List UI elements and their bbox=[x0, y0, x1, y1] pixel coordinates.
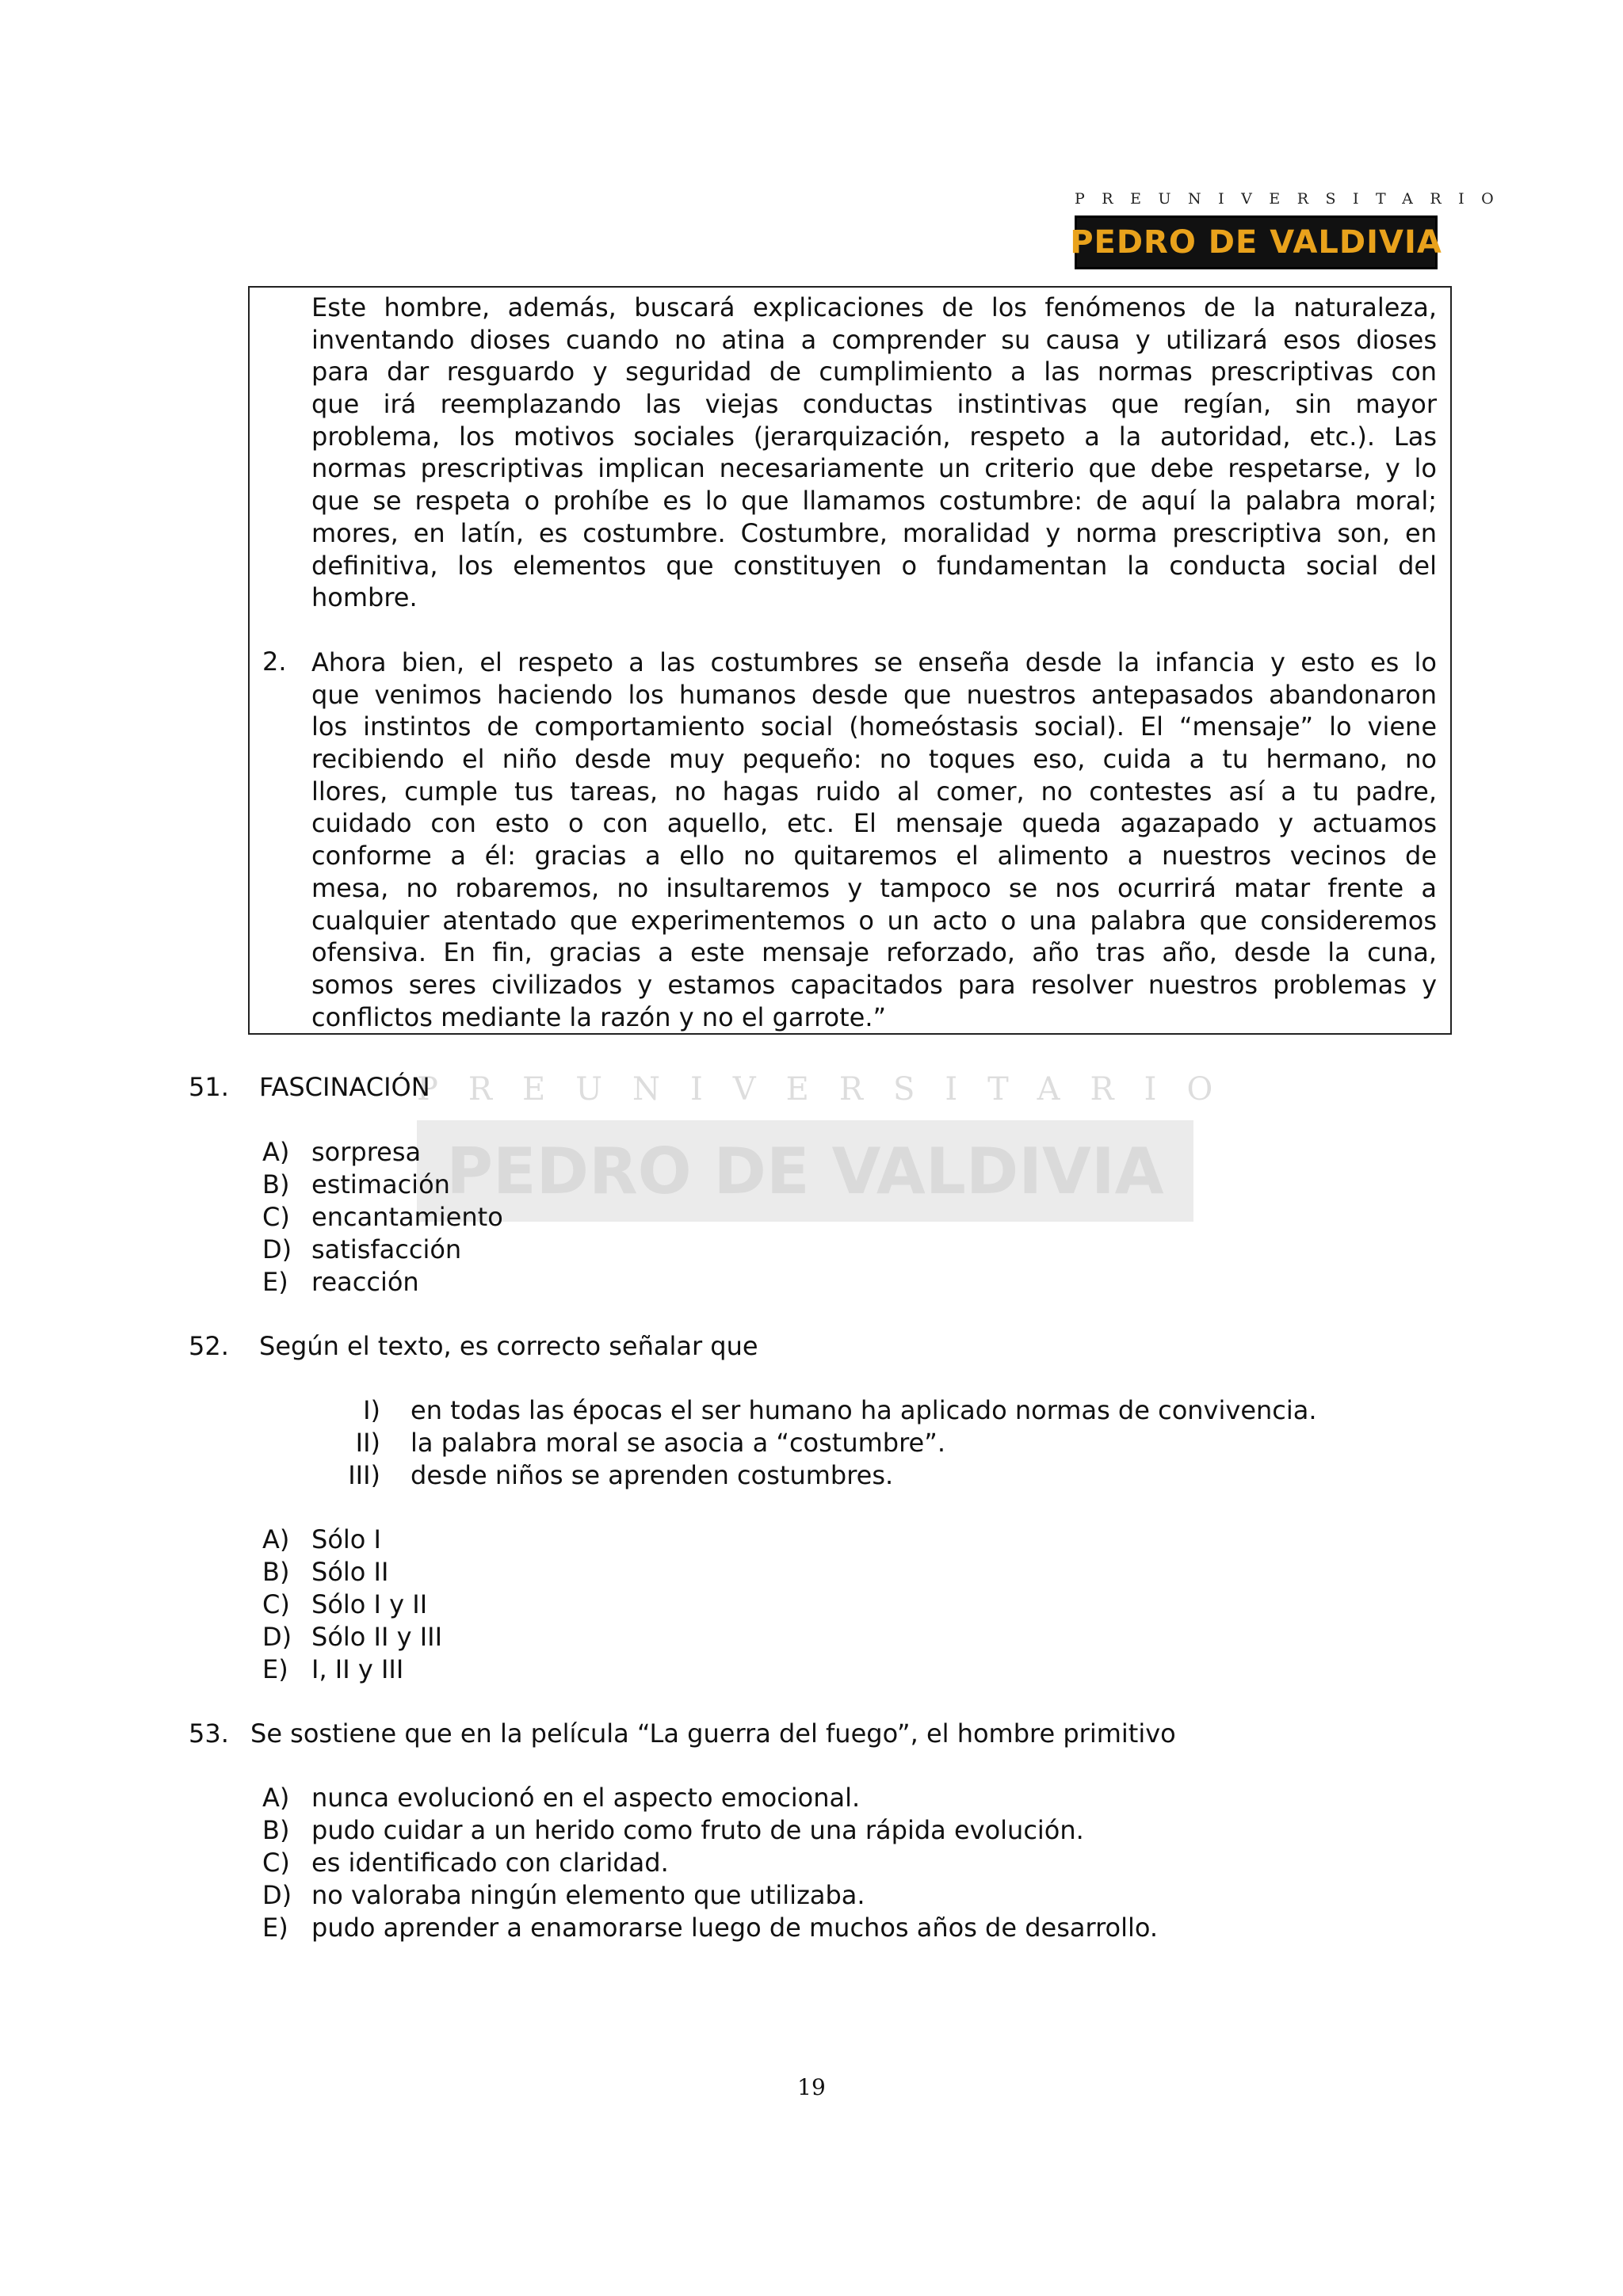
answer-option: B) pudo cuidar a un herido como fruto de una rápida evolución. bbox=[262, 1815, 1084, 1845]
watermark-subtitle: PREUNIVERSITARIO bbox=[417, 1071, 1243, 1108]
passage-line: que irá reemplazando las viejas conductas instintivas que regían, sin mayor bbox=[311, 389, 1437, 420]
question-stem: Según el texto, es correcto señalar que bbox=[259, 1331, 758, 1361]
answer-option: C) es identificado con claridad. bbox=[262, 1848, 669, 1878]
answer-option: A) nunca evolucionó en el aspecto emocional. bbox=[262, 1783, 861, 1813]
passage-line: Ahora bien, el respeto a las costumbres se enseña desde la infancia y esto es lo bbox=[311, 647, 1437, 677]
answer-option: A) Sólo I bbox=[262, 1524, 381, 1554]
passage-line: para dar resguardo y seguridad de cumplimiento a las normas prescriptivas con bbox=[311, 357, 1437, 387]
passage-line: definitiva, los elementos que constituyen o fundamentan la conducta social del bbox=[311, 550, 1437, 581]
passage-line: inventando dioses cuando no atina a comprender su causa y utilizará esos dioses bbox=[311, 324, 1437, 355]
answer-option: E) reacción bbox=[262, 1267, 419, 1297]
answer-option: E) I, II y III bbox=[262, 1654, 404, 1684]
question-stem: FASCINACIÓN bbox=[259, 1072, 430, 1102]
passage-line: conflictos mediante la razón y no el garrote.” bbox=[311, 1001, 887, 1032]
answer-option: A) sorpresa bbox=[262, 1137, 422, 1167]
header-logo bbox=[1070, 190, 1511, 269]
answer-option: D) Sólo II y III bbox=[262, 1622, 442, 1652]
logo-title: PEDRO DE VALDIVIA bbox=[1070, 224, 1442, 261]
answer-option: B) estimación bbox=[262, 1169, 450, 1199]
passage-paragraph-2 bbox=[311, 646, 1437, 1033]
answer-option: B) Sólo II bbox=[262, 1557, 389, 1587]
statement-item: III) desde niños se aprenden costumbres. bbox=[348, 1460, 894, 1490]
passage-line: que se respeta o prohíbe es lo que llamamos costumbre: de aquí la palabra moral; bbox=[311, 486, 1437, 517]
passage-line: problema, los motivos sociales (jerarquización, respeto a la autoridad, etc.). Las bbox=[311, 421, 1437, 452]
passage-line: cuidado con esto o con aquello, etc. El mensaje queda agazapado y actuamos bbox=[311, 808, 1437, 839]
watermark-logo bbox=[417, 1071, 1243, 1222]
answer-option: D) no valoraba ningún elemento que utilizaba. bbox=[262, 1880, 865, 1910]
passage-line: normas prescriptivas implican necesariamente un criterio que debe respetarse, y lo bbox=[311, 453, 1437, 484]
paragraph-number: 2. bbox=[262, 646, 287, 677]
watermark-banner bbox=[417, 1120, 1193, 1222]
logo-banner bbox=[1070, 215, 1442, 269]
watermark-title: PEDRO DE VALDIVIA bbox=[446, 1134, 1164, 1208]
passage-line: somos seres civilizados y estamos capacitados para resolver nuestros problemas y bbox=[311, 969, 1437, 1000]
answer-option: D) satisfacción bbox=[262, 1234, 462, 1264]
question-number: 53. bbox=[189, 1718, 229, 1749]
page-number: 19 bbox=[797, 2074, 826, 2100]
question-number: 51. bbox=[189, 1072, 229, 1102]
passage-line: conforme a él: gracias a ello no quitaremos el alimento a nuestros vecinos de bbox=[311, 841, 1437, 871]
passage-line: Este hombre, además, buscará explicaciones de los fenómenos de la naturaleza, bbox=[311, 292, 1437, 322]
passage-line: llores, cumple tus tareas, no hagas ruido al comer, no contestes así a tu padre, bbox=[311, 776, 1437, 807]
question-stem: Se sostiene que en la película “La guerra del fuego”, el hombre primitivo bbox=[250, 1718, 1176, 1749]
question-number: 52. bbox=[189, 1331, 229, 1361]
passage-line: recibiendo el niño desde muy pequeño: no toques eso, cuida a tu hermano, no bbox=[311, 744, 1437, 775]
passage-line: hombre. bbox=[311, 582, 418, 613]
passage-line: mesa, no robaremos, no insultaremos y tampoco se nos ocurrirá matar frente a bbox=[311, 872, 1437, 903]
answer-option: C) encantamiento bbox=[262, 1202, 503, 1232]
statement-item: I) en todas las épocas el ser humano ha aplicado normas de convivencia. bbox=[363, 1395, 1317, 1425]
passage-line: los instintos de comportamiento social (homeóstasis social). El “mensaje” lo viene bbox=[311, 711, 1437, 742]
answer-option: C) Sólo I y II bbox=[262, 1589, 428, 1619]
passage-line: ofensiva. En fin, gracias a este mensaje reforzado, año tras año, desde la cuna, bbox=[311, 937, 1437, 968]
answer-option: E) pudo aprender a enamorarse luego de muchos años de desarrollo. bbox=[262, 1913, 1159, 1943]
statement-item: II) la palabra moral se asocia a “costumbre”. bbox=[355, 1428, 945, 1458]
passage-line: que venimos haciendo los humanos desde que nuestros antepasados abandonaron bbox=[311, 679, 1437, 710]
logo-subtitle: PREUNIVERSITARIO bbox=[1075, 190, 1511, 208]
passage-paragraph-1 bbox=[311, 292, 1437, 614]
passage-line: mores, en latín, es costumbre. Costumbre, moralidad y norma prescriptiva son, en bbox=[311, 517, 1437, 548]
passage-line: cualquier atentado que experimentemos o un acto o una palabra que consideremos bbox=[311, 905, 1437, 936]
